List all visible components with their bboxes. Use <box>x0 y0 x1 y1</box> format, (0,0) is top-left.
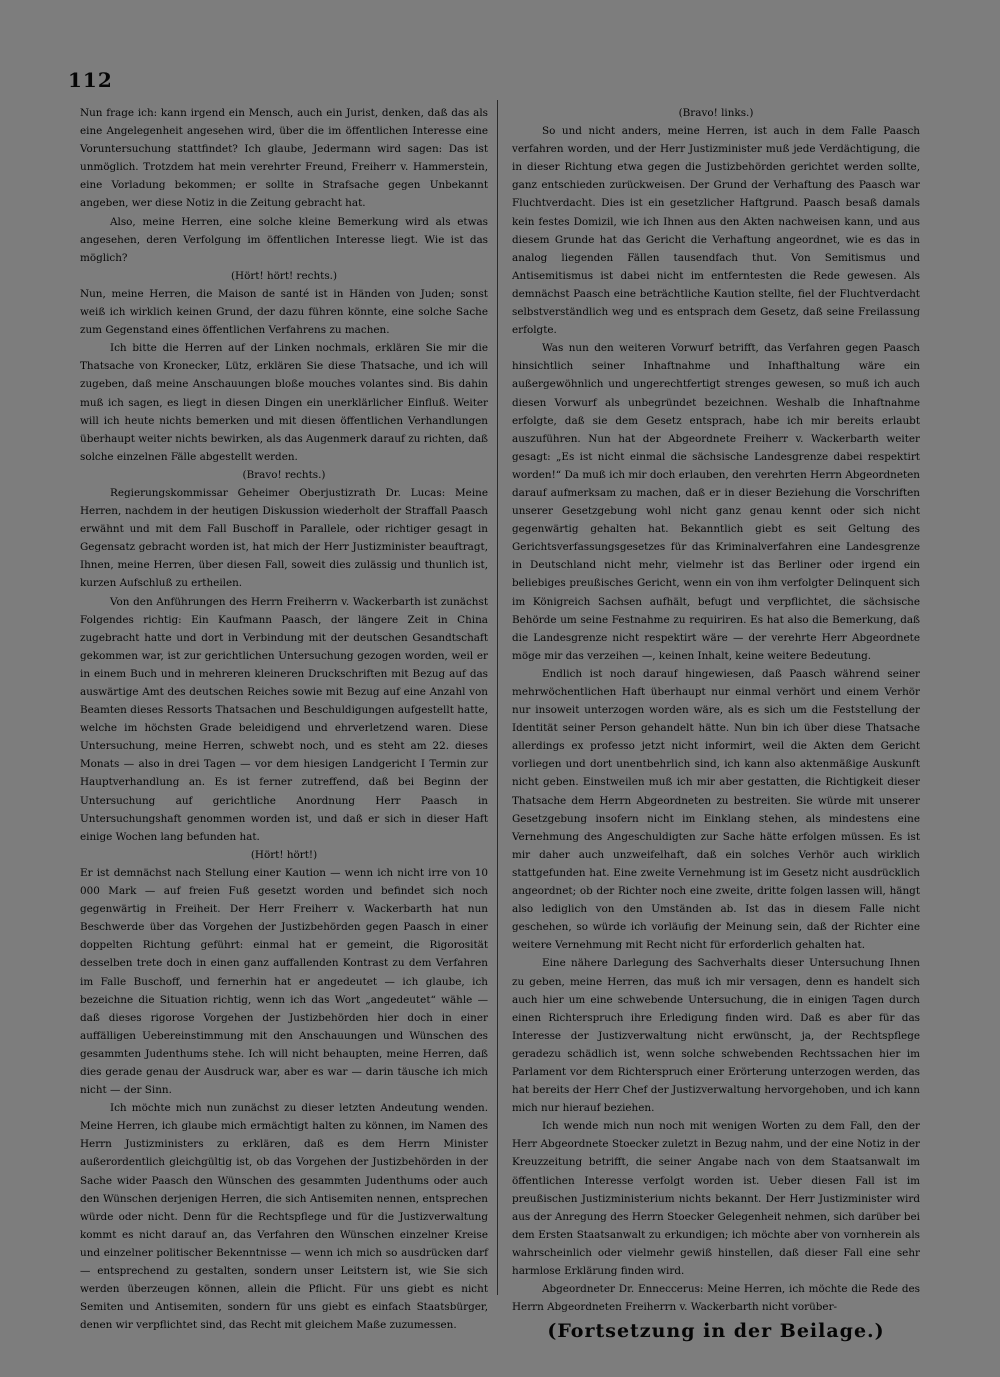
paragraph: Eine nähere Darlegung des Sachverhalts dieser Untersuchung Ihnen zu geben, meine Herren, das muß ich mir versagen, denn es handelt sich auch hier um eine schwebende Untersuchung, die in einigen Tagen durch einen Richterspruch ihre Erledigung finden wird. Daß es aber für das Interesse der Justizverwaltung nicht erwünscht, ja, der Rechtspflege geradezu schädlich ist, wenn solche schwebenden Rechtssachen hier im Parlament vor dem Richterspruch einer Erörterung unterzogen werden, das hat bereits der Herr Chef der Justizverwaltung hervorgehoben, und ich kann mich nur hierauf beziehen. <box>512 957 920 1115</box>
page-number: 112 <box>68 68 113 92</box>
paragraph: Ich bitte die Herren auf der Linken nochmals, erklären Sie mir die Thatsache von Kronecker, Lütz, erklären Sie diese Thatsache, und ich will zugeben, daß meine Anschauungen bloße mouches volantes sind. Bis dahin muß ich sagen, es liegt in diesen Dingen ein unerklärlicher Einfluß. Weiter will ich heute nichts bemerken und mit diesen öffentlichen Verhandlungen überhaupt weiter nichts bewirken, als das Augenmerk darauf zu richten, daß solche einzelnen Fälle abgestellt werden. <box>80 342 488 463</box>
paragraph: Er ist demnächst nach Stellung einer Kaution — wenn ich nicht irre von 10 000 Mark — auf freien Fuß gesetzt worden und befindet sich noch gegenwärtig in Freiheit. Der Herr Freiherr v. Wackerbarth hat nun Beschwerde über das Vorgehen der Justizbehörden gegen Paasch in einer doppelten Richtung geführt: einmal hat er gemeint, die Rigorosität desselben trete doch in einen ganz auffallenden Kontrast zu dem Verfahren im Falle Buschoff, und fernerhin hat er angedeutet — ich glaube, ich bezeichne die Situation richtig, wenn ich das Wort „angedeutet“ wähle — daß dieses rigorose Vorgehen der Justizbehörden hier doch in einer auffälligen Uebereinstimmung mit den Anschauungen und Wünschen des gesammten Judenthums stehe. Ich will nicht behaupten, meine Herren, daß dies gerade genau der Ausdruck war, aber es war — darin täusche ich mich nicht — der Sinn. <box>80 866 488 1097</box>
left-column <box>80 104 488 1334</box>
paragraph: Nun frage ich: kann irgend ein Mensch, auch ein Jurist, denken, daß das als eine Angelegenheit angesehen wird, über die im öffentlichen Interesse eine Voruntersuchung stattfindet? Ich glaube, Jedermann wird sagen: Das ist unmöglich. Trotzdem hat mein verehrter Freund, Freiherr v. Hammerstein, eine Vorladung bekommen; er sollte in Strafsache gegen Unbekannt angeben, wer diese Notiz in die Zeitung gebracht hat. <box>80 107 488 210</box>
paragraph: Nun, meine Herren, die Maison de santé ist in Händen von Juden; sonst weiß ich wirklich keinen Grund, der dazu führen könnte, eine solche Sache zum Gegenstand eines öffentlichen Verfahrens zu machen. <box>80 287 488 337</box>
interjection: (Bravo! links.) <box>678 107 754 119</box>
paragraph: So und nicht anders, meine Herren, ist auch in dem Falle Paasch verfahren worden, und der Herr Justizminister muß jede Verdächtigung, die in dieser Richtung etwa gegen die Justizbehörden gerichtet werden sollte, ganz entschieden zurückweisen. Der Grund der Verhaftung des Paasch war Fluchtverdacht. Dies ist ein gesetzlicher Haftgrund. Paasch besaß damals kein festes Domizil, wie ich Ihnen aus den Akten nachweisen kann, und aus diesem Grunde hat das Gericht die Verhaftung angeordnet, wie es das in analog liegenden Fällen tausendfach thut. Von Semitismus und Antisemitismus ist dabei nicht im entferntesten die Rede gewesen. Als demnächst Paasch eine beträchtliche Kaution stellte, fiel der Fluchtverdacht selbstverständlich weg und es entsprach dem Gesetz, daß seine Freilassung erfolgte. <box>512 125 920 337</box>
paragraph: Also, meine Herren, eine solche kleine Bemerkung wird als etwas angesehen, deren Verfolgung im öffentlichen Interesse liegt. Wie ist das möglich? <box>80 215 488 264</box>
interjection: (Bravo! rechts.) <box>242 468 326 481</box>
column-divider <box>497 100 498 1295</box>
paragraph: Was nun den weiteren Vorwurf betrifft, das Verfahren gegen Paasch hinsichtlich seiner Inhaftnahme und Inhafthaltung wäre ein außergewöhnlich und ungerechtfertigt strenges gewesen, so muß ich auch diesen Vorwurf als unbegründet bezeichnen. Weshalb die Inhaftnahme erfolgte, daß sie dem Gesetz entsprach, habe ich mir bereits erlaubt auszuführen. Nun hat der Abgeordnete Freiherr v. Wackerbarth weiter gesagt: „Es ist nicht einmal die sächsische Landesgrenze dabei respektirt worden!“ Da muß ich mir doch erlauben, den verehrten Herrn Abgeordneten darauf aufmerksam zu machen, daß er in dieser Beziehung die Vorschriften unserer Gesetzgebung wohl nicht ganz genau kennt oder sich nicht gegenwärtig gehalten hat. Bekanntlich giebt es seit Geltung des Gerichtsverfassungsgesetzes für das Kriminalverfahren eine Landesgrenze in Deutschland nicht mehr, vielmehr ist das Berliner oder irgend ein beliebiges preußisches Gericht, wenn ein von ihm verfolgter Delinquent sich im Königreich Sachsen aufhält, befugt und verpflichtet, die sächsische Behörde um seine Festnahme zu requiriren. Es hat also die Bemerkung, daß die Landesgrenze nicht respektirt wäre — der verehrte Herr Abgeordnete möge mir das verzeihen —, keinen Inhalt, keine weitere Bedeutung. <box>512 342 920 662</box>
paragraph: Ich wende mich nun noch mit wenigen Worten zu dem Fall, den der Herr Abgeordnete Stoecker zuletzt in Bezug nahm, und der eine Notiz in der Kreuzzeitung betrifft, die seiner Angabe nach von dem Staatsanwalt im öffentlichen Interesse verfolgt worden ist. Ueber diesen Fall ist im preußischen Justizministerium nichts bekannt. Der Herr Justizminister wird aus der Anregung des Herrn Stoecker Gelegenheit nehmen, sich darüber bei dem Ersten Staatsanwalt zu erkundigen; ich möchte aber von vornherein als wahrscheinlich oder vielmehr gewiß hinstellen, daß dieser Fall eine sehr harmlose Erklärung finden wird. <box>512 1120 920 1277</box>
paragraph: Endlich ist noch darauf hingewiesen, daß Paasch während seiner mehrwöchentlichen Haft überhaupt nur einmal verhört und einem Verhör nur insoweit unterzogen worden wäre, als es sich um die Feststellung der Identität seiner Person gehandelt hätte. Nun bin ich über diese Thatsache allerdings ex professo jetzt nicht informirt, weil die Akten dem Gericht vorliegen und dort unentbehrlich sind, ich kann also aktenmäßige Auskunft nicht geben. Einstweilen muß ich mir aber gestatten, die Richtigkeit dieser Thatsache dem Herrn Abgeordneten zu bestreiten. Sie würde mit unserer Gesetzgebung insofern nicht im Einklang stehen, als mindestens eine Vernehmung des Angeschuldigten zur Sache hätte erfolgen müssen. Es ist mir daher auch unzweifelhaft, daß ein solches Verhör auch wirklich stattgefunden hat. Eine zweite Vernehmung ist im Gesetz nicht ausdrücklich angeordnet; ob der Richter noch eine zweite, dritte folgen lassen will, hängt also lediglich von den Umständen ab. Ist das in diesem Falle nicht geschehen, so würde ich vorläufig der Meinung sein, daß der Richter eine weitere Vernehmung mit Recht nicht für erforderlich gehalten hat. <box>512 667 920 952</box>
paragraph: Abgeordneter Dr. Enneccerus: Meine Herren, ich möchte die Rede des Herrn Abgeordneten Freiherrn v. Wackerbarth nicht vorüber- <box>512 1283 920 1314</box>
right-column <box>512 104 920 1343</box>
interjection: (Hört! hört! rechts.) <box>230 269 338 282</box>
continued-note: (Fortsetzung in der Beilage.) <box>547 1320 885 1343</box>
paragraph: Von den Anführungen des Herrn Freiherrn v. Wackerbarth ist zunächst Folgendes richtig: Ein Kaufmann Paasch, der längere Zeit in China zugebracht hatte und dort in Verbindung mit der deutschen Gesandtschaft gekommen war, ist zur gerichtlichen Untersuchung gezogen worden, weil er in einem Buch und in mehreren kleineren Druckschriften mit Bezug auf das auswärtige Amt des deutschen Reiches sowie mit Bezug auf eine Anzahl von Beamten dieses Ressorts Thatsachen und Beschuldigungen aufgestellt hatte, welche im höchsten Grade beleidigend und ehrverletzend waren. Diese Untersuchung, meine Herren, schwebt noch, und es steht am 22. dieses Monats — also in drei Tagen — vor dem hiesigen Landgericht I Termin zur Hauptverhandlung an. Es ist ferner zutreffend, daß bei Beginn der Untersuchung auf gerichtliche Anordnung Herr Paasch in Untersuchungshaft genommen worden ist, und daß er sich in dieser Haft einige Wochen lang befunden hat. <box>80 595 488 843</box>
paragraph: Ich möchte mich nun zunächst zu dieser letzten Andeutung wenden. Meine Herren, ich glaube mich ermächtigt halten zu können, im Namen des Herrn Justizministers zu erklären, daß es dem Herrn Minister außerordentlich gleichgültig ist, ob das Vorgehen der Justizbehörden in der Sache wider Paasch den Wünschen des gesammten Judenthums oder auch den Wünschen derjenigen Herren, die sich Antisemiten nennen, entsprechen würde oder nicht. Denn für die Rechtspflege und für die Justizverwaltung kommt es nicht darauf an, das Verfahren den Wünschen einzelner Kreise und einzelner politischer Bekenntnisse — wenn ich mich so ausdrücken darf — entsprechend zu gestalten, sondern unser Leitstern ist, wie Sie sich werden überzeugen können, allein die Pflicht. Für uns giebt es nicht Semiten und Antisemiten, sondern für uns giebt es einfach Staatsbürger, denen wir verpflichtet sind, das Recht mit gleichem Maße zuzumessen. <box>80 1102 488 1332</box>
paragraph: Regierungskommissar Geheimer Oberjustizrath Dr. Lucas: Meine Herren, nachdem in der heutigen Diskussion wiederholt der Straffall Paasch erwähnt und mit dem Fall Buschoff in Parallele, oder richtiger gesagt in Gegensatz gebracht worden ist, hat mich der Herr Justizminister beauftragt, Ihnen, meine Herren, über diesen Fall, soweit dies zulässig und thunlich ist, kurzen Aufschluß zu ertheilen. <box>80 486 488 590</box>
interjection: (Hört! hört!) <box>250 848 318 861</box>
